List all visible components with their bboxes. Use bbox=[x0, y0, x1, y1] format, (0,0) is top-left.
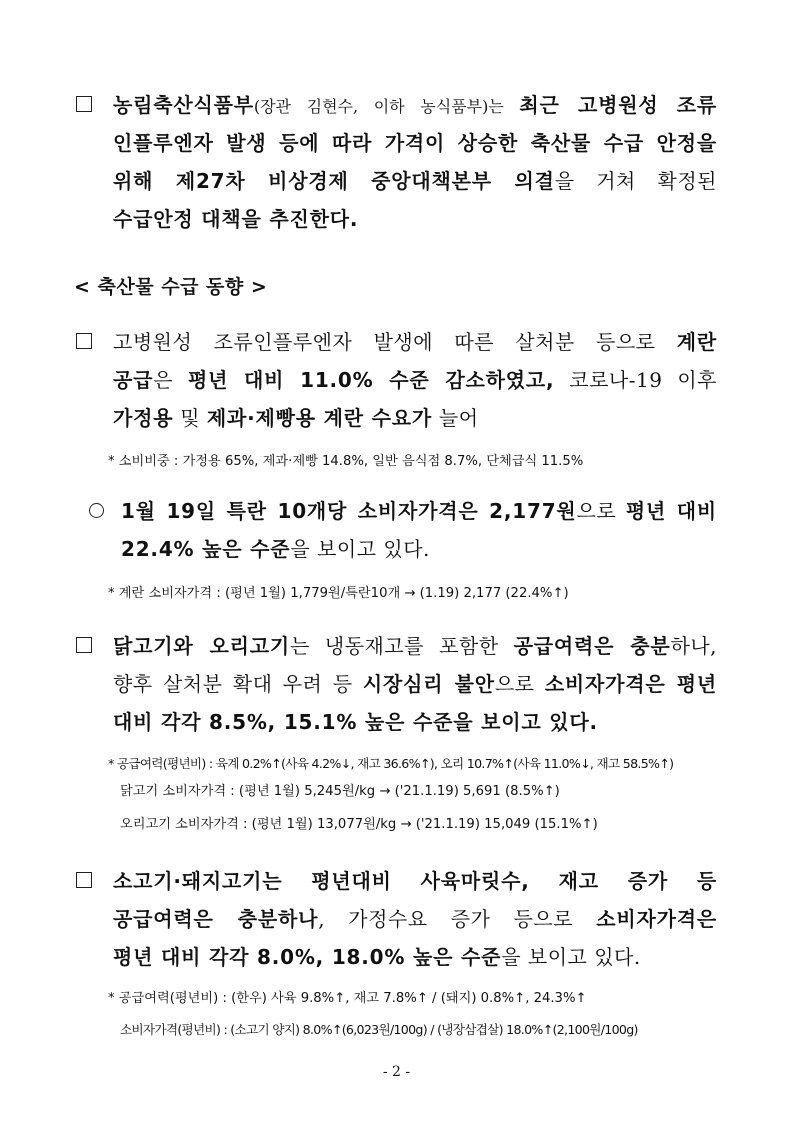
poultry-line-2 bbox=[113, 665, 717, 703]
egg-line-3 bbox=[113, 399, 717, 437]
poultry-normal-1b: 는 냉동재고를 포함한 bbox=[289, 634, 514, 658]
ministry-name: 농림축산식품부 bbox=[113, 93, 254, 117]
egg-normal-3d: 늘어 bbox=[432, 406, 479, 430]
intro-line-2: 인플루엔자 발생 등에 따라 가격이 상승한 축산물 수급 안정을 bbox=[113, 131, 717, 155]
intro-bold-1: 최근 고병원성 조류 bbox=[519, 93, 717, 117]
poultry-normal-2c: 으로 bbox=[494, 672, 545, 696]
section-heading: < 축산물 수급 동향 > bbox=[74, 276, 268, 298]
price-bold-1c: 평년 대비 bbox=[625, 499, 717, 523]
price-normal-2b: 을 보이고 있다. bbox=[290, 537, 430, 561]
poultry-bold-1c: 공급여력은 충분 bbox=[513, 634, 671, 658]
egg-bold-3a: 가정용 bbox=[113, 406, 174, 430]
intro-line-4: 수급안정 대책을 추진한다. bbox=[113, 207, 359, 231]
intro-bold-3: 위해 제27차 비상경제 중앙대책본부 의결 bbox=[113, 169, 555, 193]
poultry-footnote-1: * 공급여력(평년비) : 육계 0.2%↑(사육 4.2%↓, 재고 36.6%↑), 오리 10.7%↑(사육 11.0%↓, 재고 58.5%↑) bbox=[108, 756, 674, 771]
price-bold-1a: 1월 19일 특란 10개당 소비자가격은 2,177원 bbox=[121, 499, 577, 523]
meat-line-3 bbox=[113, 938, 717, 976]
intro-normal-3: 을 거쳐 확정된 bbox=[554, 169, 718, 193]
meat-line-1: 소고기·돼지고기는 평년대비 사육마릿수, 재고 증가 등 bbox=[113, 869, 717, 893]
price-line-2 bbox=[121, 530, 717, 568]
checkbox-bullet-icon bbox=[76, 872, 92, 888]
poultry-footnote-3: 오리고기 소비자가격 : (평년 1월) 13,077원/kg → ('21.1.19) 15,049 (15.1%↑) bbox=[120, 817, 598, 832]
checkbox-bullet-icon bbox=[76, 333, 92, 349]
egg-normal-2b: 은 bbox=[153, 368, 188, 392]
poultry-bold-2d: 소비자가격은 평년 bbox=[544, 672, 718, 696]
meat-bold-3a: 평년 대비 각각 8.0%, 18.0% 높은 수준 bbox=[113, 945, 502, 969]
meat-line-2 bbox=[113, 900, 717, 938]
poultry-line-3: 대비 각각 8.5%, 15.1% 높은 수준을 보이고 있다. bbox=[113, 710, 598, 734]
poultry-normal-2a: 향후 살처분 확대 우려 등 bbox=[113, 672, 363, 696]
egg-normal-1: 고병원성 조류인플루엔자 발생에 따른 살처분 등으로 bbox=[113, 330, 677, 354]
meat-normal-3b: 을 보이고 있다. bbox=[501, 945, 641, 969]
page-number: - 2 - bbox=[382, 1064, 411, 1080]
price-line-1 bbox=[121, 492, 717, 530]
poultry-bold-1a: 닭고기와 오리고기 bbox=[113, 634, 290, 658]
meat-bold-2a: 공급여력은 충분하나 bbox=[113, 907, 319, 931]
poultry-normal-1d: 하나, bbox=[670, 634, 717, 658]
price-bold-2a: 22.4% 높은 수준 bbox=[121, 537, 291, 561]
egg-normal-3b: 및 bbox=[173, 406, 207, 430]
checkbox-bullet-icon bbox=[76, 96, 92, 112]
price-normal-1b: 으로 bbox=[576, 499, 626, 523]
egg-bold-2c: 평년 대비 11.0% 수준 감소하였고, bbox=[187, 368, 555, 392]
meat-normal-2b: , 가정수요 증가 등으로 bbox=[318, 907, 597, 931]
checkbox-bullet-icon bbox=[76, 637, 92, 653]
poultry-line-1 bbox=[113, 627, 717, 665]
intro-line-3 bbox=[113, 162, 717, 200]
egg-bold-1: 계란 bbox=[676, 330, 717, 354]
intro-line-1 bbox=[113, 86, 717, 126]
meat-bold-2c: 소비자가격은 bbox=[596, 907, 718, 931]
circle-bullet-icon bbox=[89, 503, 104, 518]
egg-line-1 bbox=[113, 323, 717, 361]
poultry-footnote-2: 닭고기 소비자가격 : (평년 1월) 5,245원/kg → ('21.1.19) 5,691 (8.5%↑) bbox=[120, 784, 560, 799]
egg-footnote: * 소비비중 : 가정용 65%, 제과·제빵 14.8%, 일반 음식점 8.7%, 단체급식 11.5% bbox=[108, 454, 584, 469]
egg-line-2 bbox=[113, 361, 717, 399]
egg-bold-3c: 제과·제빵용 계란 수요가 bbox=[206, 406, 433, 430]
meat-footnote-1: * 공급여력(평년비) : (한우) 사육 9.8%↑, 재고 7.8%↑ / (돼지) 0.8%↑, 24.3%↑ bbox=[108, 991, 587, 1006]
poultry-bold-2b: 시장심리 불안 bbox=[362, 672, 495, 696]
egg-price-footnote: * 계란 소비자가격 : (평년 1월) 1,779원/특란10개 → (1.19) 2,177 (22.4%↑) bbox=[108, 586, 569, 601]
meat-footnote-2: 소비자가격(평년비) : (소고기 양지) 8.0%↑(6,023원/100g) / (냉장삼겹살) 18.0%↑(2,100원/100g) bbox=[120, 1022, 638, 1037]
ministry-note: (장관 김현수, 이하 농식품부)는 bbox=[253, 97, 520, 116]
egg-normal-2d: 코로나-19 이후 bbox=[554, 368, 717, 392]
egg-bold-2a: 공급 bbox=[113, 368, 154, 392]
